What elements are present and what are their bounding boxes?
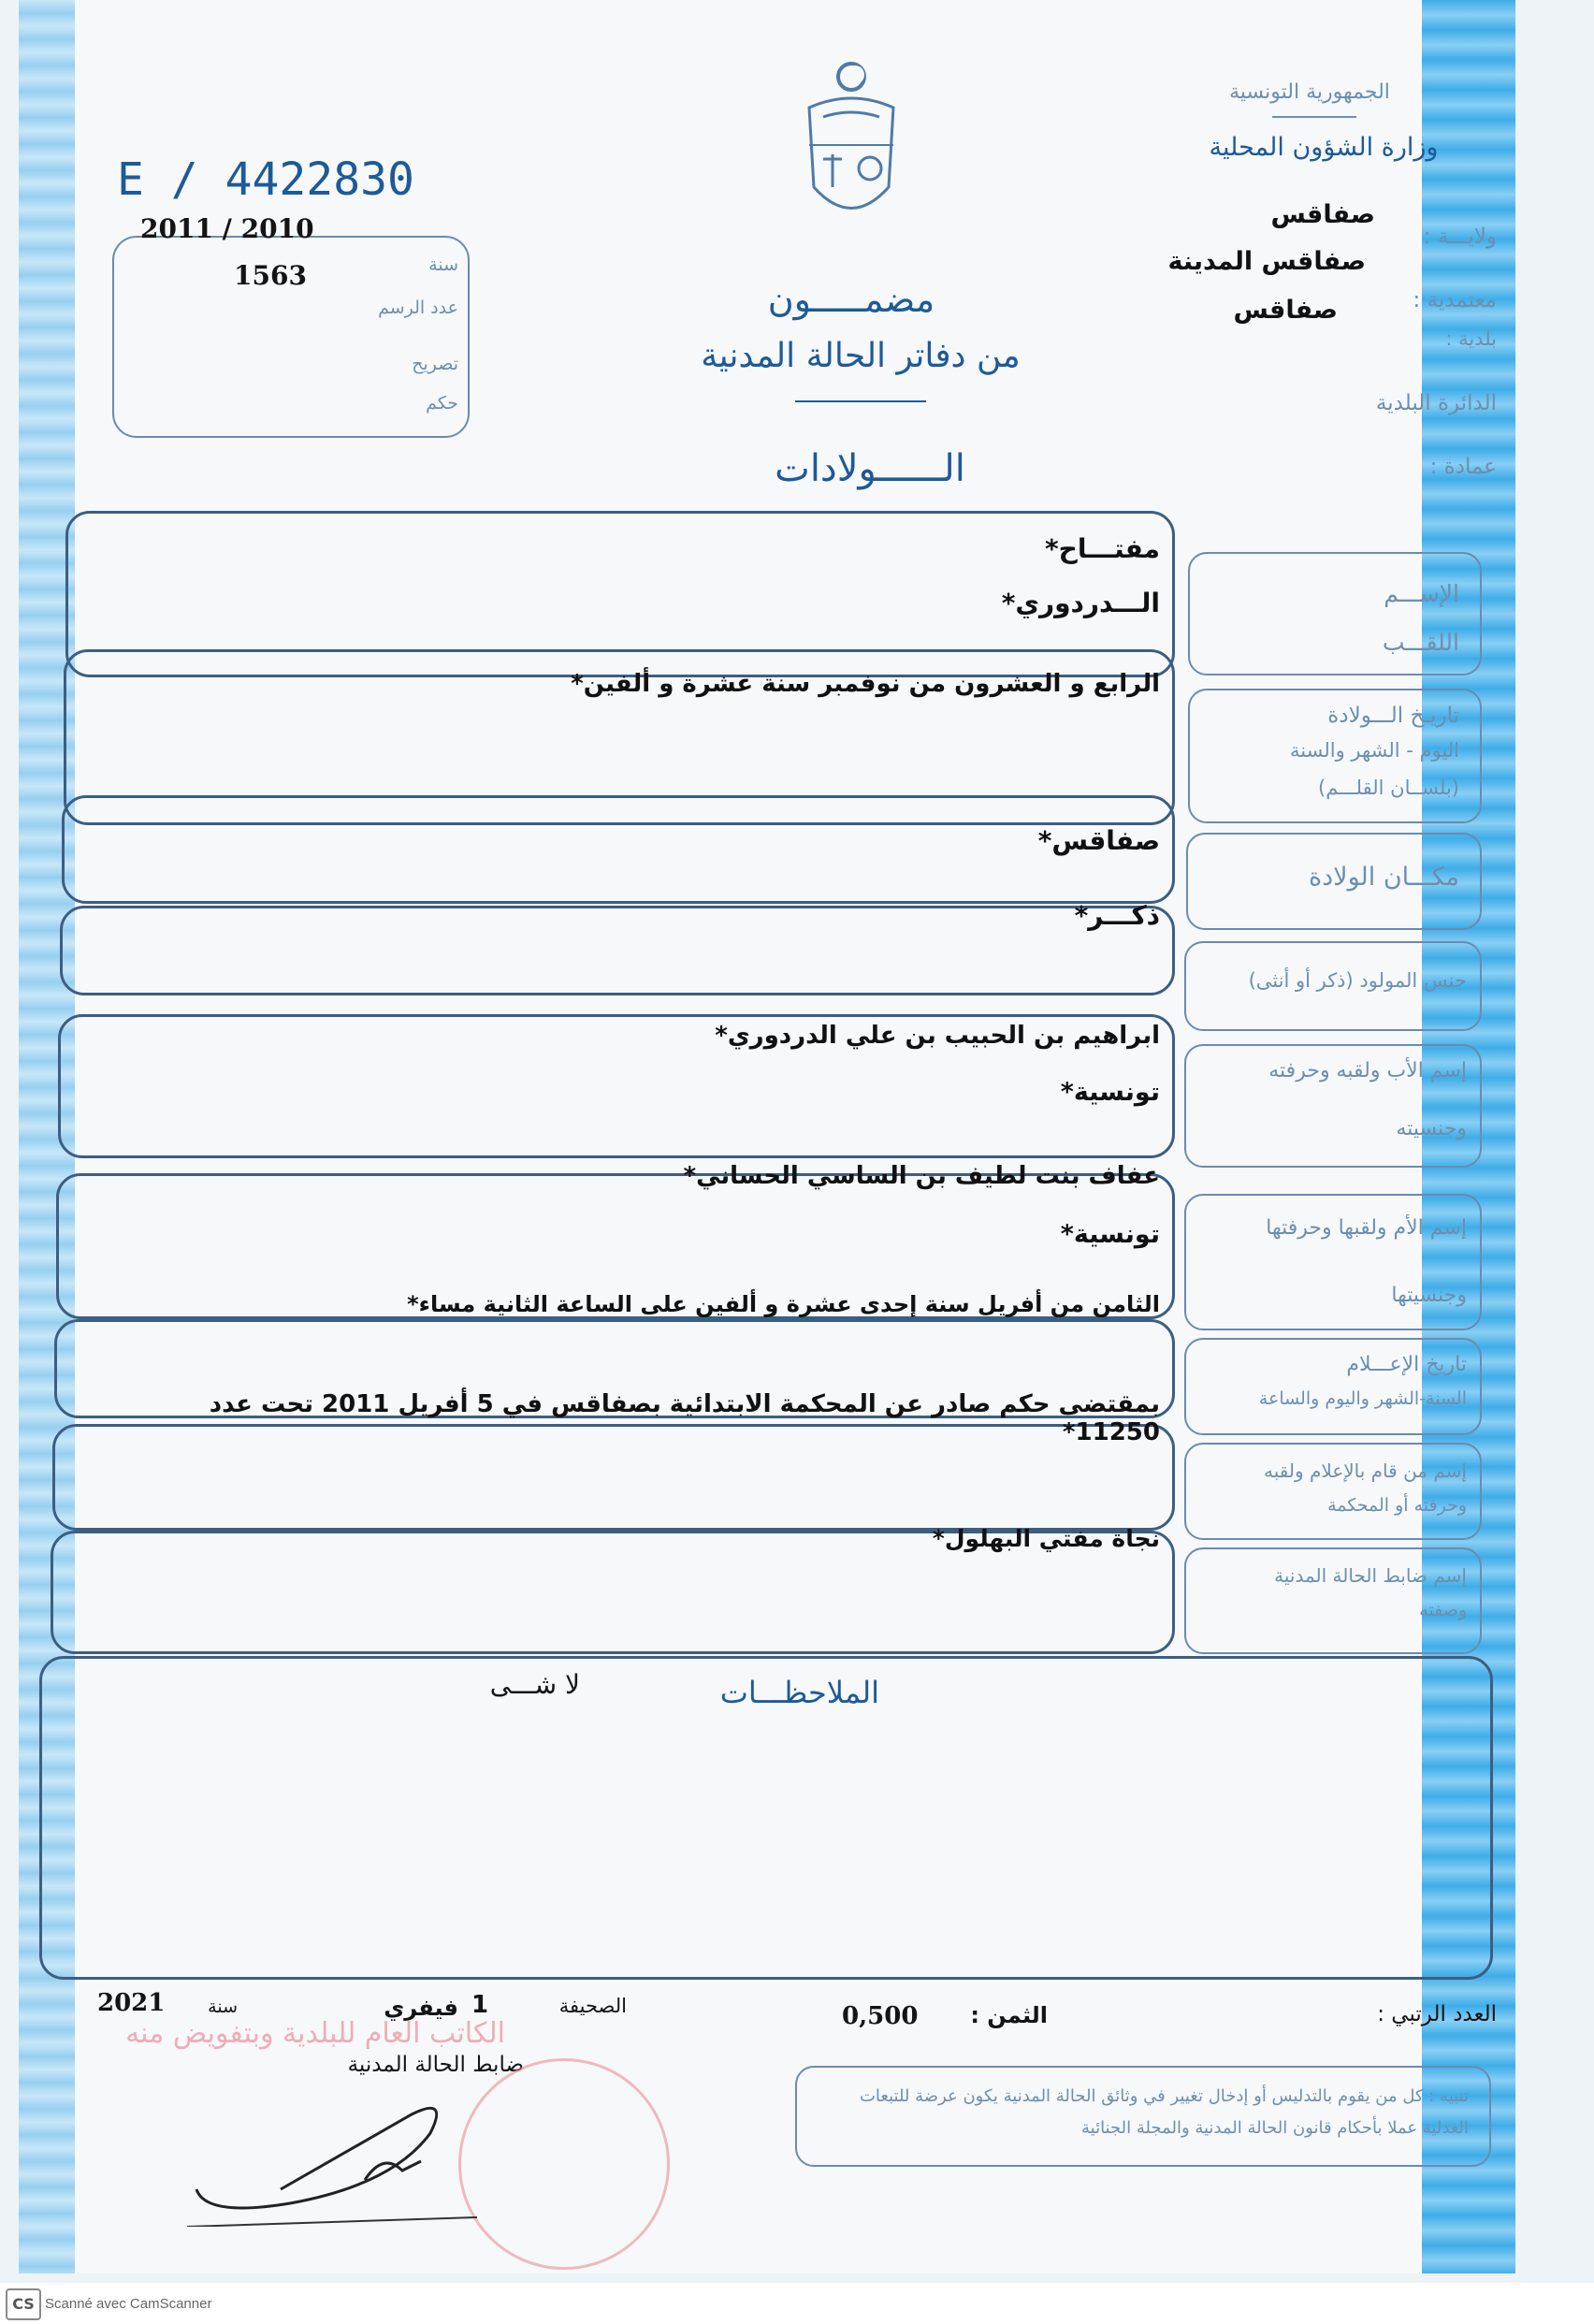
registration-number: 1563 xyxy=(234,260,307,291)
footer-page-label: الصحيفة xyxy=(558,1995,627,2017)
footer-price-label: الثمن : xyxy=(970,2002,1048,2028)
judgment-label: حكم xyxy=(426,393,458,414)
label-declaration-date: تاريخ الإعـــلام xyxy=(1346,1353,1467,1376)
footer-price-value: 0,500 xyxy=(842,2002,919,2030)
notice-text: تنبيه : كل من يقوم بالتدليس أو إدخال تغيير في وثائق الحالة المدنية يكون عرضة للتبعات العدلية عملا بأحكام قانون الحالة المدنية والمجلة الجنائية xyxy=(859,2086,1469,2138)
daira-label: الدائرة البلدية xyxy=(1375,391,1497,415)
remarks-value: لا شـــى xyxy=(489,1669,580,1700)
value-first-name: مفتـــاح* xyxy=(1045,533,1160,564)
footer-day-value: 1 xyxy=(471,1991,489,2019)
footer-number-label: العدد الرتبي : xyxy=(1377,2002,1497,2026)
value-birth-date: الرابع و العشرون من نوفمبر سنة عشرة و ألفين* xyxy=(571,670,1160,698)
officer-signature-label: ضابط الحالة المدنية xyxy=(347,2053,524,2077)
label-birth-date-words: (بلســان القلـــم) xyxy=(1318,777,1459,799)
footer-year-value: 2021 xyxy=(97,1989,166,2017)
scanner-footer xyxy=(0,2283,1594,2324)
value-mother: عفاف بنت لطيف بن الساسي الحساني* xyxy=(683,1162,1160,1190)
label-last-name: اللقـــب xyxy=(1382,629,1459,656)
label-mother: إسم الأم ولقبها وحرفتها xyxy=(1266,1216,1467,1240)
label-father: إسم الأب ولقبه وحرفته xyxy=(1268,1059,1467,1082)
declaration-label: تصريح xyxy=(412,354,458,374)
value-birth-place: صفاقس* xyxy=(1037,825,1160,856)
value-father-nationality: تونسية* xyxy=(1060,1078,1160,1107)
value-declaration-date: الثامن من أفريل سنة إحدى عشرة و ألفين على الساعة الثانية مساء* xyxy=(407,1291,1160,1317)
camscanner-logo-icon: CS xyxy=(6,2288,41,2320)
footer-year-label: سنة xyxy=(208,1997,238,2017)
ministry-label: وزارة الشؤون المحلية xyxy=(1209,133,1439,162)
value-sex: ذكـــر* xyxy=(1074,900,1160,931)
baladia-label: بلدية : xyxy=(1445,327,1497,350)
label-officer: إسم ضابط الحالة المدنية xyxy=(1274,1564,1467,1587)
registration-year-label: سنة xyxy=(428,254,458,275)
coat-of-arms-emblem xyxy=(795,56,907,234)
label-sex: جنس المولود (ذكر أو أنثى) xyxy=(1248,969,1467,992)
mootamadia-value: صفاقس المدينة xyxy=(1167,247,1366,276)
registration-year: 2011 / 2010 xyxy=(140,213,314,244)
label-declarant: إسم من قام بالإعلام ولقبه xyxy=(1264,1460,1467,1482)
serial-number: E / 4422830 xyxy=(117,153,414,206)
omada-label: عمادة : xyxy=(1429,455,1497,479)
mootamadia-label: معتمدية : xyxy=(1413,288,1497,312)
wilaya-value: صفاقس xyxy=(1270,200,1375,229)
stamp-text: الكاتب العام للبلدية وبتفويض منه xyxy=(125,2017,505,2050)
footer-month-value: فيفري xyxy=(384,1995,458,2021)
title-summary: مضمـــــون xyxy=(767,279,935,320)
label-box-mother xyxy=(1184,1194,1482,1330)
registration-number-label: عدد الرسم xyxy=(378,298,458,318)
handwritten-signature xyxy=(178,2077,514,2227)
value-mother-nationality: تونسية* xyxy=(1060,1220,1160,1249)
title-underline xyxy=(795,400,926,402)
remarks-label: الملاحظـــات xyxy=(719,1675,879,1710)
header-divider xyxy=(1272,116,1356,118)
document-page xyxy=(19,0,1515,2273)
label-birth-place: مكـــان الولادة xyxy=(1309,863,1459,892)
label-box-declarant xyxy=(1184,1443,1482,1540)
label-first-name: الإســـم xyxy=(1384,580,1459,607)
label-declaration-date-detail: السنة-الشهر واليوم والساعة xyxy=(1258,1388,1467,1409)
value-last-name: الـــدردوري* xyxy=(1001,588,1160,618)
baladia-value: صفاقس xyxy=(1233,296,1338,325)
wilaya-label: ولايـــة : xyxy=(1423,225,1497,249)
label-father-nationality: وجنسيته xyxy=(1396,1117,1467,1140)
label-declarant-detail: وحرفته أو المحكمة xyxy=(1327,1495,1467,1516)
label-box-name xyxy=(1188,552,1482,675)
value-officer: نجاة مفتي البهلول* xyxy=(932,1525,1160,1552)
camscanner-watermark: Scanné avec CamScanner xyxy=(45,2296,212,2312)
republic-label: الجمهورية التونسية xyxy=(1229,80,1390,104)
value-declarant: بمقتضى حكم صادر عن المحكمة الابتدائية بصفاقس في 5 أفريل 2011 تحت عدد 11250* xyxy=(209,1390,1160,1446)
label-officer-title: وصفته xyxy=(1419,1600,1467,1620)
label-birth-date: تاريـخ الـــولادة xyxy=(1327,704,1459,728)
section-title-births: الــــــولادات xyxy=(775,447,965,490)
value-father: ابراهيم بن الحبيب بن علي الدردوري* xyxy=(715,1022,1160,1050)
label-birth-date-detail: اليوم - الشهر والسنة xyxy=(1290,739,1459,762)
label-mother-nationality: وجنسيتها xyxy=(1391,1284,1467,1307)
title-registers: من دفاتر الحالة المدنية xyxy=(701,337,1021,375)
